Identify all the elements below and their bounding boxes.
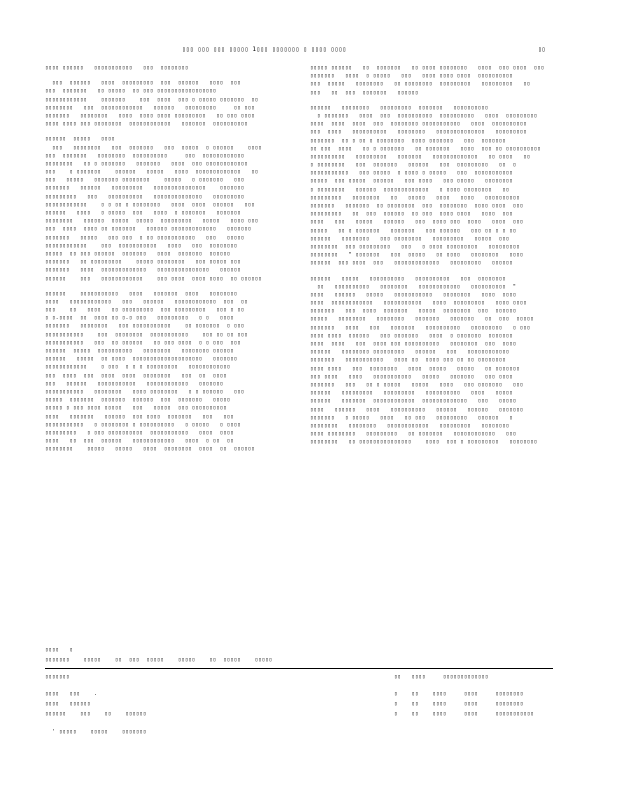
text-line: ▯▯▯▯▯▯▯▯▯▯▯ ▯▯▯▯▯▯▯▯ ▯▯▯▯ ▯▯▯▯▯▯▯▯ ▯ ▯ ▯▯▯▯▯▯ ▯▯▯ xyxy=(45,388,245,395)
text-line: ▯▯▯ ▯ ▯▯▯▯▯▯▯ ▯▯▯▯▯▯ ▯▯▯▯▯ ▯▯▯▯ ▯▯▯▯▯▯▯▯▯▯▯▯▯ ▯▯ xyxy=(45,169,259,176)
text-line: ▯▯▯▯▯▯▯ ▯▯▯▯ ▯▯▯ ▯▯▯▯▯▯▯ ▯▯▯▯▯▯▯▯▯▯ ▯▯▯▯▯▯▯▯▯ ▯ ▯▯▯ xyxy=(310,324,531,331)
text-line: ▯▯▯▯▯ ▯▯ ▯ ▯▯▯▯▯▯▯ ▯▯▯▯▯▯▯ ▯▯▯ ▯▯▯▯▯▯ ▯▯▯ ▯▯ ▯ ▯ ▯▯ xyxy=(310,227,517,234)
text-line: ▯▯▯ ▯▯▯▯ ▯▯▯▯▯▯▯▯▯▯ ▯▯▯▯▯▯▯▯ ▯▯▯▯▯▯▯▯▯▯▯▯▯▯ ▯▯▯▯▯▯▯▯▯ xyxy=(310,129,527,136)
footnote-row-left: ▯▯▯▯ ▯▯▯▯▯▯ xyxy=(45,701,91,707)
paragraph xyxy=(310,64,548,97)
text-line: ▯ ▯.▯▯▯▯ ▯▯ ▯▯▯▯ ▯▯ ▯.▯ ▯▯▯ ▯▯▯▯▯▯▯▯▯ ▯ ▯ ▯▯▯▯ xyxy=(45,315,234,322)
text-line: ▯▯▯▯ ▯▯ ▯▯▯ ▯▯▯▯▯▯ ▯▯▯▯▯▯▯▯▯▯▯▯ ▯▯▯▯ ▯ ▯▯ ▯▯ xyxy=(45,438,234,445)
text-line: ▯▯▯ ▯▯▯▯ ▯▯▯▯ ▯▯ ▯▯▯▯▯▯▯ ▯▯▯▯▯▯ ▯▯▯▯▯▯▯▯▯▯▯▯▯ ▯▯▯▯▯▯▯ xyxy=(45,226,252,233)
text-line: ▯▯▯ ▯▯▯▯ ▯▯▯ ▯▯▯▯ ▯▯▯▯ ▯▯▯▯▯▯▯▯ ▯▯▯ ▯▯ ▯▯▯▯ xyxy=(45,372,227,379)
footnote-row-left: ▯▯▯▯ ▯▯▯ . xyxy=(45,691,98,697)
text-line: ▯▯▯▯ ▯▯▯ ▯▯▯▯▯ ▯▯▯▯▯▯ ▯▯▯ ▯▯▯▯ ▯▯▯ ▯▯▯▯ ▯▯▯▯ ▯▯▯ xyxy=(310,219,524,226)
text-line: ▯▯▯▯▯▯ ▯▯▯▯▯ ▯▯▯▯▯▯▯▯▯▯ ▯▯▯▯▯▯▯▯ ▯▯▯▯▯▯▯▯ ▯▯▯▯▯▯ xyxy=(45,348,234,354)
footnote-heading: ▯▯▯▯ ▯ xyxy=(45,647,73,653)
text-line: ▯▯▯▯▯▯ ▯▯▯▯▯ ▯▯ ▯▯▯▯ ▯▯▯▯▯▯▯▯▯▯▯▯▯▯▯▯▯▯▯▯ ▯▯▯▯▯▯▯ xyxy=(45,356,238,363)
text-line: ▯▯▯▯▯▯▯▯▯▯▯▯ ▯ ▯▯▯ ▯ ▯ ▯ ▯▯▯▯▯▯▯▯▯ ▯▯▯▯▯▯▯▯▯▯▯▯ xyxy=(45,364,231,371)
text-line: ▯▯▯▯ ▯▯▯▯▯▯▯▯▯▯▯▯ ▯▯▯▯▯▯▯▯▯▯▯ ▯▯▯▯ ▯▯▯▯▯▯▯▯▯ ▯▯▯▯ ▯▯▯▯ xyxy=(310,300,527,307)
text-line: ▯▯▯▯ ▯▯▯▯▯▯▯▯ ▯▯▯▯▯▯▯▯▯ ▯▯ ▯▯▯▯▯▯▯ ▯▯▯▯▯▯▯▯▯▯▯▯ ▯▯▯ xyxy=(310,431,517,438)
text-line: ▯▯▯▯▯▯▯ ▯▯ ▯▯▯▯▯▯▯▯▯ ▯▯▯▯▯ ▯▯▯▯▯▯▯▯ ▯▯▯ ▯▯▯▯▯ ▯▯▯ xyxy=(45,259,241,266)
text-line: ▯▯▯▯ ▯▯▯▯ ▯▯▯ ▯▯▯▯▯▯▯▯ ▯▯▯▯▯▯▯▯▯▯▯▯ ▯▯▯▯▯▯▯ ▯▯▯▯▯▯▯▯▯▯ xyxy=(45,121,248,128)
text-line: ▯▯▯▯▯▯ ▯▯▯▯▯▯▯▯▯▯▯ ▯▯▯▯ ▯▯▯▯▯▯▯ ▯▯▯▯ ▯▯▯▯▯▯▯▯ xyxy=(45,290,238,297)
paragraph xyxy=(45,79,283,128)
footnote-row-left: ▯▯▯▯▯▯ ▯▯▯ ▯▯ ▯▯▯▯▯▯ xyxy=(45,711,147,717)
text-line: ▯▯▯▯▯▯▯ ▯▯▯▯ ▯▯▯▯▯▯▯▯▯▯▯▯▯ ▯▯▯▯▯▯▯▯▯▯▯▯▯▯▯ ▯▯▯▯▯▯ xyxy=(45,267,241,274)
footnote-row-right: ▯ ▯▯ ▯▯▯▯ ▯▯▯▯ ▯▯▯▯▯▯▯▯ xyxy=(394,691,524,697)
text-line: ▯▯▯▯▯▯▯▯▯▯▯▯ ▯▯▯ ▯▯▯▯▯▯▯▯▯▯▯ ▯▯▯▯ ▯▯▯ ▯▯▯▯▯▯▯▯ xyxy=(45,242,238,249)
text-line: ▯▯▯▯▯▯▯▯ ▯▯ ▯▯▯▯▯▯▯▯▯▯▯▯▯▯▯ ▯▯▯▯ ▯▯▯ ▯ ▯▯▯▯▯▯▯▯▯ ▯▯▯▯▯▯▯▯ xyxy=(310,439,538,446)
text-line: ▯▯▯▯▯▯ ▯▯▯▯▯▯▯ ▯▯▯▯▯▯▯▯▯▯▯▯ ▯▯▯▯▯▯▯▯▯▯▯▯▯ ▯▯▯ ▯▯▯▯▯ xyxy=(310,398,517,405)
paragraph xyxy=(45,64,283,72)
text-line: ▯▯▯▯▯▯ ▯▯▯▯▯▯▯▯ ▯▯▯▯▯▯▯▯▯ ▯▯▯▯▯▯▯ ▯▯▯▯▯▯▯▯▯▯ xyxy=(310,104,489,111)
text-line: ▯▯▯▯▯▯▯▯▯▯▯▯ ▯ ▯ ▯▯ ▯ ▯▯▯▯▯▯▯▯ ▯▯▯▯ ▯▯▯▯ ▯▯▯▯▯▯ ▯▯▯ xyxy=(45,201,255,208)
text-line: ▯▯▯▯▯▯ ▯▯▯ ▯▯▯▯ ▯▯▯ ▯▯▯▯▯▯▯▯▯▯▯▯▯ ▯▯▯▯▯▯▯▯▯ ▯▯▯▯▯▯ xyxy=(310,260,513,267)
paragraph xyxy=(45,135,283,282)
text-line: ▯▯▯ ▯▯ ▯▯▯ ▯▯▯▯▯▯▯ ▯▯▯▯▯▯ xyxy=(310,89,419,96)
text-line: ▯▯▯ ▯▯▯▯▯▯ ▯▯▯▯ ▯▯▯▯▯▯▯▯▯ ▯▯▯ ▯▯▯▯▯▯ ▯▯▯▯ ▯▯▯ xyxy=(45,80,241,87)
text-line: ▯▯▯▯▯▯ ▯▯▯ ▯▯▯▯▯▯▯▯▯▯▯▯ ▯▯▯ ▯▯▯▯ ▯▯▯▯ ▯▯▯▯ ▯▯ ▯▯▯▯▯▯ xyxy=(45,275,262,282)
text-line: ▯▯▯ ▯▯▯▯▯ ▯▯▯▯▯▯▯ ▯▯▯▯▯▯▯▯ ▯▯▯▯▯ ▯ ▯▯▯▯▯▯▯ ▯▯▯ xyxy=(45,177,245,184)
text-line: ▯ ▯▯▯▯▯▯▯▯ ▯▯▯ ▯▯▯▯▯▯▯ ▯▯▯▯▯▯ ▯▯▯ ▯▯▯▯▯▯▯▯▯ ▯▯ ▯ xyxy=(310,162,517,169)
text-line: ▯▯▯▯▯▯▯▯▯ ▯▯ ▯▯▯ ▯▯▯▯▯▯ ▯▯ ▯▯▯ ▯▯▯▯ ▯▯▯▯ ▯▯▯▯ ▯▯▯ xyxy=(310,211,513,218)
paragraph xyxy=(310,104,548,268)
text-line: ▯▯▯ ▯▯▯▯▯ ▯▯▯▯▯▯▯▯ ▯▯ ▯▯▯▯▯▯▯▯ ▯▯▯▯▯▯▯▯▯ ▯▯▯▯▯▯▯▯▯ ▯▯ xyxy=(310,81,531,88)
text-line: ▯▯▯▯▯▯▯ ▯▯▯▯ ▯ ▯▯▯▯▯ ▯▯▯ ▯▯▯▯ ▯▯▯▯ ▯▯▯▯ ▯▯▯▯▯▯▯▯▯▯ xyxy=(310,73,513,80)
text-line: ▯▯▯ ▯▯▯▯ ▯▯▯▯ ▯▯▯▯▯▯▯▯▯▯▯ ▯▯▯▯▯ ▯▯▯▯▯▯▯ ▯▯▯ ▯▯▯▯ xyxy=(310,373,513,380)
right-text-column xyxy=(310,64,548,453)
text-line: ▯▯▯▯ ▯▯▯▯▯▯▯ ▯▯▯▯▯▯ ▯▯▯ ▯▯▯▯ ▯▯▯▯▯▯▯ ▯▯▯ ▯▯▯ xyxy=(45,413,234,420)
footnote-row-right: ▯ ▯▯ ▯▯▯▯ ▯▯▯▯ ▯▯▯▯▯▯▯▯▯▯▯ xyxy=(394,711,534,717)
text-line: ▯▯▯▯▯▯▯▯▯ ▯▯▯ ▯▯▯▯▯▯▯▯▯▯ ▯▯▯▯▯▯▯▯▯▯▯▯▯▯ ▯▯▯▯▯▯▯▯▯ xyxy=(45,193,245,200)
footnote-rule xyxy=(45,668,553,669)
text-line: ▯▯▯ ▯▯▯▯▯▯▯ ▯▯ ▯▯▯▯▯ ▯▯ ▯▯▯ ▯▯▯▯▯▯▯▯▯▯▯▯▯▯▯▯▯ xyxy=(45,88,217,95)
text-line: ▯▯▯▯ ▯▯▯▯ ▯▯▯▯ ▯▯▯ ▯▯▯▯▯▯▯▯ ▯▯▯▯▯▯▯▯▯▯▯ ▯▯▯▯ ▯▯▯▯▯▯▯▯▯▯ xyxy=(310,121,527,128)
text-line: ▯▯▯▯▯ ▯▯▯ ▯▯▯▯▯ ▯▯▯▯▯▯ ▯▯▯ ▯▯▯▯ ▯▯▯ ▯▯▯▯▯ ▯▯▯▯▯▯▯▯ xyxy=(310,178,513,185)
footnote-row-right: ▯ ▯▯ ▯▯▯▯ ▯▯▯▯ ▯▯▯▯▯▯▯▯ xyxy=(394,701,524,707)
text-line: ▯▯▯▯▯▯ ▯▯▯▯▯▯▯▯ ▯▯▯ ▯▯▯▯▯▯▯▯ ▯▯▯▯▯▯▯▯▯ ▯▯▯▯▯ ▯▯▯ xyxy=(310,235,510,242)
text-line: ▯▯▯▯▯ ▯▯ ▯▯▯ ▯▯▯▯▯▯ ▯▯▯▯▯▯▯ ▯▯▯▯ ▯▯▯▯▯▯▯ ▯▯▯▯▯▯ xyxy=(45,250,231,257)
text-line: ▯▯▯▯▯▯▯▯ ▯▯▯▯▯▯ ▯▯▯▯▯ ▯▯▯▯▯ ▯▯▯▯▯▯▯▯▯ ▯▯▯▯▯ ▯▯▯▯ ▯▯▯ xyxy=(45,218,259,225)
text-line: ▯▯▯▯▯ ▯ ▯▯▯ ▯▯▯▯ ▯▯▯▯▯ ▯▯▯ ▯▯▯▯▯ ▯▯▯ ▯▯▯▯▯▯▯▯▯▯ xyxy=(45,405,227,412)
text-line: ▯▯▯▯▯▯▯▯ ▯▯▯▯▯ ▯▯▯▯▯ ▯▯▯▯ ▯▯▯▯▯▯▯▯ ▯▯▯▯ ▯▯ ▯▯▯▯▯▯ xyxy=(45,446,255,453)
text-line: ▯▯▯▯ ▯▯▯▯ ▯▯▯▯▯▯ ▯▯▯ ▯▯▯▯▯▯▯ ▯▯▯▯ ▯ ▯▯▯▯▯▯▯ ▯▯▯▯▯▯▯ xyxy=(310,332,513,339)
text-line: ▯▯▯▯▯▯▯▯▯▯▯▯ ▯▯▯▯▯▯▯ ▯▯▯ ▯▯▯▯ ▯▯▯ ▯ ▯▯▯▯▯ ▯▯▯▯▯▯▯ ▯▯ xyxy=(45,96,259,103)
text-line: ▯▯▯▯▯▯▯▯ ▯▯ ▯ ▯▯▯▯▯▯▯ ▯▯▯▯▯▯▯ ▯▯▯▯ ▯▯▯ ▯▯▯▯▯▯▯▯▯▯▯▯ xyxy=(45,160,248,167)
text-line: ▯▯▯▯▯ ▯▯▯▯▯▯▯▯ ▯▯▯▯▯▯▯▯ ▯▯▯▯▯▯▯ ▯▯▯▯▯▯▯ ▯▯ ▯▯▯ ▯▯▯▯▯ xyxy=(310,316,534,323)
text-line: ▯▯▯▯▯▯ ▯▯▯▯▯▯▯▯▯ ▯▯▯▯▯▯▯▯▯ ▯▯▯▯▯▯▯▯▯▯ ▯▯▯▯ ▯▯▯▯▯ xyxy=(310,390,513,397)
text-line: ▯▯▯▯▯▯▯▯ ▯▯▯ ▯▯▯▯▯▯▯▯▯▯▯▯ ▯▯▯▯▯▯ ▯▯▯▯▯▯▯▯▯ ▯▯ ▯▯▯ xyxy=(45,104,255,111)
text-line: ▯▯▯▯▯▯▯ ▯▯▯ ▯▯▯▯ ▯▯▯▯▯▯▯ ▯▯▯▯▯ ▯▯▯▯▯▯▯▯ ▯▯▯ ▯▯▯▯▯▯ xyxy=(310,308,517,315)
text-line: ▯▯ ▯▯▯ ▯▯▯▯ ▯▯ ▯ ▯▯▯▯▯▯▯ ▯▯ ▯▯▯▯▯▯▯ ▯▯▯▯ ▯▯▯ ▯▯ ▯▯▯▯▯▯▯▯▯▯ xyxy=(310,145,541,152)
text-line: ▯▯▯▯▯▯ ▯▯▯▯▯▯▯▯ ▯▯▯▯▯▯▯▯▯ ▯▯▯▯▯▯ ▯▯▯ ▯▯▯▯▯▯▯▯▯▯▯▯ xyxy=(310,349,510,356)
text-line: ▯▯▯ ▯▯ ▯▯▯▯ ▯▯ ▯▯▯▯▯▯▯▯▯ ▯▯▯ ▯▯▯▯▯▯▯▯▯ ▯▯▯ ▯ ▯▯ xyxy=(45,307,245,314)
text-line: ▯▯▯▯▯▯▯ ▯▯▯▯▯▯▯▯▯▯▯ ▯▯▯▯ ▯▯ ▯▯▯▯ ▯▯▯ ▯▯ ▯▯ ▯▯▯▯▯▯▯▯ xyxy=(310,357,506,364)
paragraph xyxy=(310,275,548,447)
text-line: ▯▯▯▯▯ ▯▯▯▯▯▯▯ ▯▯▯▯▯▯▯ ▯▯▯▯▯▯ ▯▯▯ ▯▯▯▯▯▯▯ ▯▯▯▯▯ xyxy=(45,397,231,404)
text-line: ▯▯▯▯▯▯ ▯▯▯▯▯ ▯▯▯▯ xyxy=(45,136,115,143)
left-text-column xyxy=(45,64,283,460)
text-line: ▯▯▯▯▯▯ ▯▯▯▯ ▯ ▯▯▯▯▯ ▯▯▯ ▯▯▯▯ ▯ ▯▯▯▯▯▯▯ ▯▯▯▯▯▯▯ xyxy=(45,210,241,216)
text-line: ▯▯ ▯▯▯▯▯▯▯▯▯▯ ▯▯▯▯▯▯▯▯ ▯▯▯▯▯▯▯▯▯▯▯▯ ▯▯▯▯▯▯▯▯▯▯ " xyxy=(310,283,517,290)
text-line: ▯▯▯▯ ▯▯▯▯▯▯ ▯▯▯▯▯ ▯▯▯▯▯▯▯▯▯▯▯ ▯▯▯▯▯▯▯▯ ▯▯▯▯ ▯▯▯▯ xyxy=(310,291,517,298)
header-title: ▯▯▯ ▯▯▯ ▯▯▯ ▯▯▯▯▯ 1▯▯▯ ▯▯▯▯▯▯▯ ▯ ▯▯▯▯ ▯▯▯▯ xyxy=(182,46,347,53)
footnote-subheading: ▯▯▯▯▯▯▯ ▯▯▯▯▯ ▯▯ ▯▯▯ ▯▯▯▯▯ ▯▯▯▯▯ ▯▯ ▯▯▯▯▯ ▯▯▯▯▯ xyxy=(45,657,273,663)
text-line: ▯▯▯▯▯▯ ▯▯▯▯▯ ▯▯▯▯▯▯▯▯▯▯ ▯▯▯▯▯▯▯▯▯▯ ▯▯▯ ▯▯▯▯▯▯▯▯ xyxy=(310,275,506,282)
text-line: ▯▯▯▯▯▯▯▯▯▯▯ ▯▯▯ ▯▯▯▯▯▯▯▯ ▯▯▯▯▯▯▯▯▯▯▯ ▯▯▯ ▯▯ ▯▯ ▯▯▯ xyxy=(45,331,248,338)
text-line: ▯▯▯▯▯▯▯ ▯▯▯▯▯▯ ▯▯▯▯▯▯▯▯▯ ▯▯▯▯▯▯▯▯▯▯▯▯▯▯▯ ▯▯▯▯▯▯▯ xyxy=(45,185,245,192)
text-line: ▯▯▯▯▯▯▯▯▯▯ ▯▯▯▯▯▯▯▯▯ ▯▯▯▯▯▯▯ ▯▯▯▯▯▯▯▯▯▯▯▯▯ ▯▯ ▯▯▯▯ ▯▯ xyxy=(310,153,531,160)
text-line: ▯▯▯▯▯▯▯▯ " ▯▯▯▯▯▯▯ ▯▯▯ ▯▯▯▯▯ ▯▯ ▯▯▯▯ ▯▯▯▯▯▯▯▯ ▯▯▯▯ xyxy=(310,252,524,259)
text-line: ▯▯▯▯▯▯▯▯▯▯▯ ▯ ▯▯▯▯▯▯▯▯ ▯ ▯▯▯▯▯▯▯▯▯▯ ▯ ▯▯▯▯▯ ▯ ▯▯▯▯ xyxy=(45,421,241,428)
text-line: ▯ ▯▯▯▯▯▯▯ ▯▯▯▯ ▯▯▯ ▯▯▯▯▯▯▯▯▯▯ ▯▯▯▯▯▯▯▯▯▯ ▯▯▯▯ ▯▯▯▯▯▯▯▯▯ xyxy=(310,112,538,119)
footnote-table-header-left: ▯▯▯▯▯▯▯ xyxy=(45,674,70,680)
text-line: ▯▯▯▯▯▯▯ ▯▯▯▯▯▯▯ ▯▯ ▯▯▯▯▯▯▯▯ ▯▯▯ ▯▯▯▯▯▯▯▯ ▯▯▯▯ ▯▯▯▯ ▯▯▯ xyxy=(310,203,524,209)
footnote-table-header-right: ▯▯ ▯▯▯▯ ▯▯▯▯▯▯▯▯▯▯▯▯▯ xyxy=(394,674,489,680)
text-line: ▯▯▯▯▯▯▯ ▯ ▯▯▯▯▯ ▯▯▯▯ ▯▯ ▯▯▯ ▯▯▯▯▯▯▯▯▯ ▯▯▯▯▯▯ ▯ xyxy=(310,414,513,421)
footnote-block xyxy=(45,646,553,758)
text-line: ▯▯▯ ▯▯▯▯▯▯▯▯ ▯▯▯ ▯▯▯▯▯▯▯ ▯▯▯ ▯▯▯▯▯ ▯ ▯▯▯▯▯▯ ▯▯▯▯ xyxy=(45,144,262,151)
text-line: ▯▯▯▯ ▯▯▯▯▯▯▯▯▯▯▯▯ ▯▯▯ ▯▯▯▯▯▯ ▯▯▯▯▯▯▯▯▯▯▯▯ ▯▯▯ ▯▯ xyxy=(45,298,248,305)
text-line: ▯▯▯▯▯▯▯▯ ▯▯▯▯▯▯▯▯ ▯▯▯▯▯▯▯▯▯▯▯▯ ▯▯▯▯▯▯▯▯▯ ▯▯▯▯▯▯▯▯ xyxy=(310,422,510,429)
text-line: ▯▯▯▯▯▯▯▯▯▯▯ ▯▯▯ ▯▯▯▯▯ ▯ ▯▯▯▯ ▯ ▯▯▯▯▯ ▯▯▯ ▯▯▯▯▯▯▯▯▯▯▯ xyxy=(310,170,513,177)
text-line: ▯▯▯ ▯▯▯▯▯▯ ▯▯▯▯▯▯▯▯▯▯▯ ▯▯▯▯▯▯▯▯▯▯▯▯ ▯▯▯▯▯▯▯ xyxy=(45,380,224,387)
text-line: ▯▯▯▯▯▯▯ ▯▯▯ ▯▯ ▯ ▯▯▯▯▯ ▯▯▯▯▯ ▯▯▯▯ ▯▯▯ ▯▯▯▯▯▯▯ ▯▯▯ xyxy=(310,381,524,388)
running-header xyxy=(0,45,618,55)
text-line: ▯▯▯▯ ▯▯▯▯ ▯▯▯ ▯▯▯▯ ▯▯▯ ▯▯▯▯▯▯▯▯▯▯ ▯▯▯▯▯▯▯▯ ▯▯▯ ▯▯▯▯ xyxy=(310,341,517,347)
text-line: ▯ ▯▯▯▯▯▯▯▯ ▯▯▯▯▯▯ ▯▯▯▯▯▯▯▯▯▯▯▯▯ ▯ ▯▯▯▯ ▯▯▯▯▯▯▯▯ ▯▯ xyxy=(310,186,510,193)
text-line: ▯▯▯▯▯▯▯▯▯▯▯ ▯▯▯ ▯▯ ▯▯▯▯▯▯ ▯▯ ▯▯▯ ▯▯▯▯ ▯ ▯ ▯▯▯ ▯▯▯ xyxy=(45,339,241,346)
text-line: ▯▯▯ ▯▯▯▯▯▯▯ ▯▯▯▯▯▯▯▯ ▯▯▯▯▯▯▯▯▯▯ ▯▯▯ ▯▯▯▯▯▯▯▯▯▯▯▯ xyxy=(45,152,245,159)
text-line: ▯▯▯▯▯▯▯ ▯▯▯▯▯ ▯▯▯ ▯▯▯ ▯ ▯▯ ▯▯▯▯▯▯▯▯▯▯▯ ▯▯▯ ▯▯▯▯▯ xyxy=(45,234,245,241)
text-line: ▯▯▯▯▯▯▯ ▯▯▯▯▯▯▯▯ ▯▯▯ ▯▯▯▯▯▯▯▯▯▯▯ ▯▯ ▯▯▯▯▯▯▯ ▯ ▯▯▯ xyxy=(45,323,245,330)
text-line: ▯▯▯▯ ▯▯▯▯▯▯ ▯▯▯▯▯▯▯▯▯▯▯ ▯▯▯ ▯▯▯▯▯▯▯▯ xyxy=(45,65,189,71)
text-line: ▯▯▯▯▯ ▯▯▯▯▯▯ ▯▯ ▯▯▯▯▯▯▯ ▯▯ ▯▯▯▯ ▯▯▯▯▯▯▯▯ ▯▯▯▯ ▯▯▯ ▯▯▯▯ ▯▯▯ xyxy=(310,65,545,71)
text-line: ▯▯▯▯ ▯▯▯▯▯▯ ▯▯▯▯ ▯▯▯▯▯▯▯▯▯▯ ▯▯▯▯▯▯ ▯▯▯▯▯▯ ▯▯▯▯▯▯▯ xyxy=(310,406,524,413)
text-line: ▯▯▯▯▯▯▯▯ ▯▯▯ ▯▯▯▯▯▯▯▯▯ ▯▯▯ ▯ ▯▯▯▯ ▯▯▯▯▯▯▯▯▯ ▯▯▯▯▯▯▯▯▯ xyxy=(310,243,520,250)
text-line: ▯▯▯▯▯▯▯ ▯▯▯▯▯▯▯▯ ▯▯▯▯ ▯▯▯▯ ▯▯▯▯ ▯▯▯▯▯▯▯▯▯ ▯▯ ▯▯▯ ▯▯▯▯ xyxy=(45,112,255,119)
text-line: ▯▯▯▯ ▯▯▯▯ ▯▯▯ ▯▯▯▯▯▯▯▯ ▯▯▯▯ ▯▯▯▯▯ ▯▯▯▯▯ ▯▯ ▯▯▯▯▯▯▯ xyxy=(310,365,520,372)
text-line: ▯▯▯▯▯▯▯ ▯▯ ▯ ▯▯ ▯ ▯▯▯▯▯▯▯▯ ▯▯▯▯ ▯▯▯▯▯▯▯ ▯▯▯ ▯▯▯▯▯▯▯ xyxy=(310,137,506,144)
text-line: ▯▯▯▯▯▯▯▯▯ ▯ ▯▯▯ ▯▯▯▯▯▯▯▯▯▯ ▯▯▯▯▯▯▯▯▯▯▯ ▯▯▯▯ ▯▯▯▯ xyxy=(45,429,234,436)
page-number: ▯▯ xyxy=(538,46,546,53)
footnote-note: ' ▯▯▯▯▯ ▯▯▯▯▯ ▯▯▯▯▯▯▯ xyxy=(45,729,147,735)
paragraph xyxy=(45,290,283,454)
text-line: ▯▯▯▯▯▯▯▯▯ ▯▯▯▯▯▯▯▯ ▯▯ ▯▯▯▯▯ ▯▯▯▯ ▯▯▯▯ ▯▯▯▯▯▯▯▯▯▯ xyxy=(310,194,520,201)
